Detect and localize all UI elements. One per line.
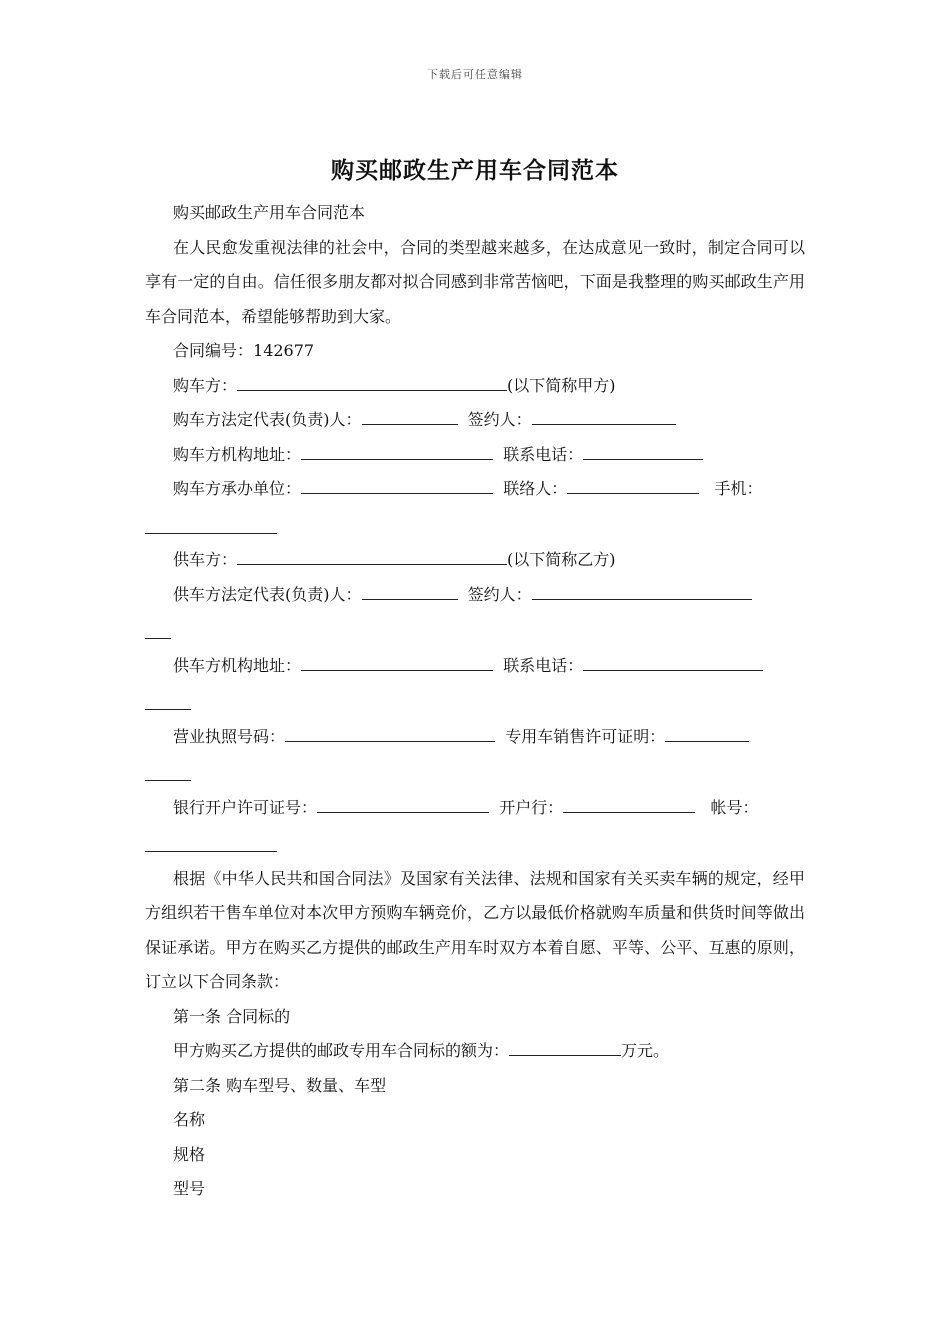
- buyer-unit-label: 购车方承办单位：: [173, 479, 302, 498]
- permit-continuation: [145, 754, 805, 791]
- seller-rep-blank[interactable]: [362, 585, 458, 600]
- article1-text-a: 甲方购买乙方提供的邮政专用车合同标的额为：: [173, 1041, 510, 1060]
- seller-address-line: [145, 649, 805, 684]
- basis-paragraph: 根据《中华人民共和国合同法》及国家有关法律、法规和国家有关买卖车辆的规定，经甲方组织若干售车单位对本次甲方预购车辆竞价，乙方以最低价格就购车质量和供货时间等做出保证承诺。甲方在购买乙方提供的邮政生产用车时双方本着自愿、平等、公平、互惠的原则，订立以下合同条款：: [145, 868, 805, 991]
- account-blank[interactable]: [145, 837, 277, 852]
- bank-line: [145, 791, 805, 826]
- buyer-name-blank[interactable]: [237, 376, 507, 391]
- seller-phone-blank[interactable]: [583, 656, 763, 671]
- buyer-rep-line: [145, 403, 805, 438]
- contract-number-label: 合同编号：: [173, 341, 254, 360]
- seller-signer-continuation: [145, 612, 805, 649]
- buyer-suffix: (以下简称甲方): [507, 375, 616, 395]
- bank-permit-blank[interactable]: [317, 798, 489, 813]
- amount-blank[interactable]: [509, 1041, 621, 1056]
- buyer-address-label: 购车方机构地址：: [173, 444, 302, 464]
- document-title: 购买邮政生产用车合同范本: [331, 157, 619, 184]
- subtitle: 购买邮政生产用车合同范本: [173, 203, 366, 222]
- seller-line: [145, 543, 805, 578]
- item-spec: 规格: [173, 1144, 206, 1164]
- buyer-address-blank[interactable]: [301, 445, 493, 460]
- license-line: [145, 720, 805, 755]
- seller-phone-label: 联系电话：: [503, 655, 584, 675]
- seller-signer-blank-cont[interactable]: [145, 624, 171, 639]
- buyer-mobile-label: 手机：: [714, 479, 763, 498]
- article1-text-b: 万元。: [621, 1041, 670, 1060]
- seller-label: 供车方：: [173, 550, 238, 569]
- seller-rep-label: 供车方法定代表(负责)人：: [173, 584, 362, 604]
- account-label: 帐号：: [710, 797, 759, 817]
- seller-name-blank[interactable]: [237, 550, 507, 565]
- buyer-rep-blank[interactable]: [362, 410, 458, 425]
- bank-blank[interactable]: [563, 798, 695, 813]
- seller-rep-line: [145, 578, 805, 613]
- buyer-line: [145, 369, 805, 404]
- item-model: 型号: [173, 1179, 206, 1198]
- buyer-contact-label: 联络人：: [503, 479, 568, 498]
- buyer-signer-blank[interactable]: [532, 410, 676, 425]
- bank-label: 开户行：: [499, 797, 564, 817]
- permit-blank-cont[interactable]: [145, 766, 191, 781]
- article1-title: 第一条 合同标的: [173, 1006, 291, 1026]
- buyer-unit-blank[interactable]: [301, 479, 493, 494]
- buyer-rep-label: 购车方法定代表(负责)人：: [173, 410, 362, 429]
- permit-blank[interactable]: [665, 727, 749, 742]
- document-body: [145, 196, 805, 1207]
- buyer-phone-label: 联系电话：: [503, 444, 584, 464]
- seller-suffix: (以下简称乙方): [507, 550, 616, 569]
- seller-address-label: 供车方机构地址：: [173, 655, 302, 675]
- seller-signer-blank[interactable]: [532, 585, 752, 600]
- buyer-signer-label: 签约人：: [467, 410, 532, 429]
- buyer-label: 购车方：: [173, 375, 238, 395]
- intro-paragraph: 在人民愈发重视法律的社会中，合同的类型越来越多，在达成意见一致时，制定合同可以享有一定的自由。信任很多朋友都对拟合同感到非常苦恼吧，下面是我整理的购买邮政生产用车合同范本，希望能够帮助到大家。: [145, 237, 805, 326]
- contract-number: 142677: [253, 341, 315, 360]
- article2-title: 第二条 购车型号、数量、车型: [173, 1075, 387, 1095]
- bank-permit-label: 银行开户许可证号：: [173, 797, 318, 817]
- buyer-mobile-continuation: [145, 507, 805, 544]
- item-name: 名称: [173, 1110, 206, 1129]
- buyer-contact-blank[interactable]: [567, 479, 699, 494]
- license-blank[interactable]: [285, 727, 495, 742]
- seller-signer-label: 签约人：: [467, 584, 532, 604]
- header-note: 下载后可任意编辑: [427, 68, 523, 81]
- buyer-phone-blank[interactable]: [583, 445, 703, 460]
- account-continuation: [145, 825, 805, 862]
- buyer-unit-line: [145, 472, 805, 507]
- seller-phone-blank-cont[interactable]: [145, 695, 191, 710]
- license-label: 营业执照号码：: [173, 726, 286, 746]
- contract-number-line: [145, 334, 805, 369]
- buyer-mobile-blank[interactable]: [145, 519, 277, 534]
- seller-phone-continuation: [145, 683, 805, 720]
- permit-label: 专用车销售许可证明：: [505, 726, 666, 746]
- article1-text: [145, 1034, 805, 1069]
- seller-address-blank[interactable]: [301, 656, 493, 671]
- buyer-address-line: [145, 438, 805, 473]
